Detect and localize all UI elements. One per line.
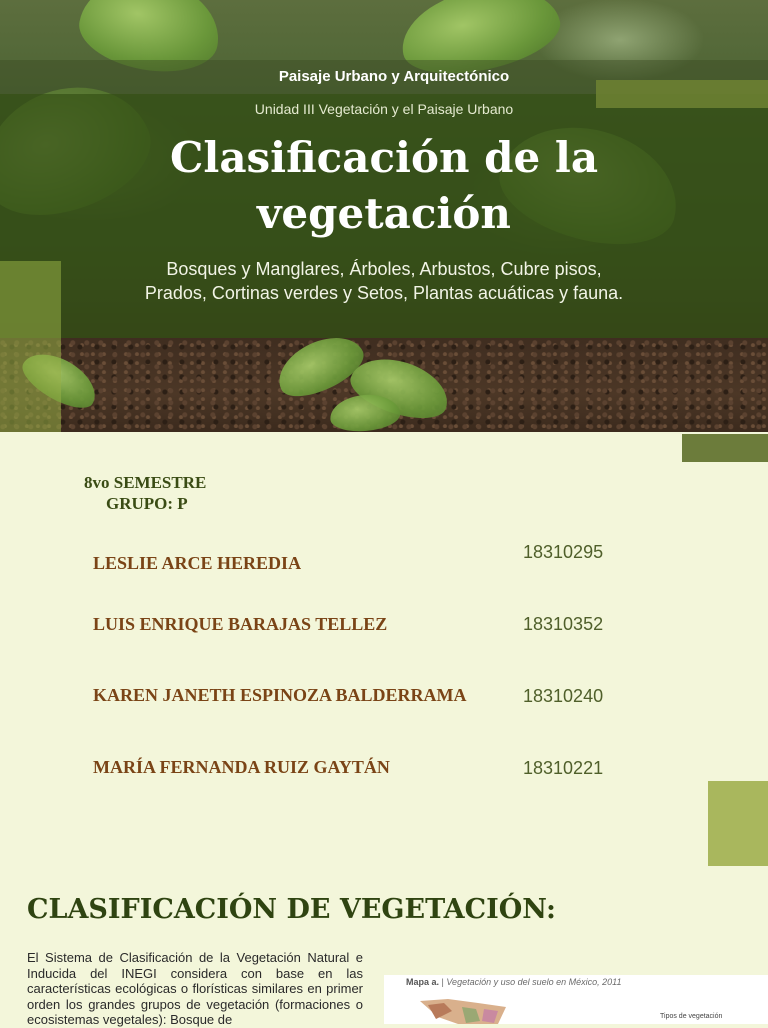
- student-name: MARÍA FERNANDA RUIZ GAYTÁN: [93, 757, 390, 777]
- group-label: GRUPO: P: [106, 494, 188, 513]
- map-legend-title: Tipos de vegetación: [660, 1013, 723, 1020]
- subtitle-line-1: Bosques y Manglares, Árboles, Arbustos, Cubre pisos,: [166, 259, 602, 279]
- mexico-map-image: [418, 997, 508, 1024]
- student-name: LUIS ENRIQUE BARAJAS TELLEZ: [93, 614, 388, 634]
- semester-label: 8vo SEMESTRE: [84, 473, 207, 492]
- section-title: CLASIFICACIÓN DE VEGETACIÓN:: [27, 894, 556, 925]
- map-caption-text: Vegetación y uso del suelo en México, 2011: [446, 977, 622, 987]
- subtitle: [0, 257, 768, 305]
- map-separator: |: [441, 977, 444, 987]
- student-name: KAREN JANETH ESPINOZA BALDERRAMA: [93, 685, 467, 705]
- map-caption: [406, 977, 622, 987]
- student-id: 18310221: [523, 758, 604, 778]
- page-title: [0, 130, 768, 242]
- title-line-2: vegetación: [257, 189, 511, 238]
- section-body: El Sistema de Clasificación de la Vegetación Natural e Inducida del INEGI considera con base en las características ecológicas o florísticas similares en primer orden los grandes grupos de vegetación (formaciones o ecosistemas vegetales): Bosque de: [27, 950, 363, 1027]
- map-label: Mapa a.: [406, 977, 440, 987]
- course-title: Paisaje Urbano y Arquitectónico: [278, 68, 510, 85]
- student-id: 18310240: [523, 686, 604, 706]
- student-id: 18310295: [523, 542, 604, 562]
- hero-banner: [0, 0, 768, 432]
- unit-label: Unidad III Vegetación y el Paisaje Urbano: [254, 101, 514, 117]
- student-name: LESLIE ARCE HEREDIA: [93, 553, 302, 573]
- accent-block: [708, 781, 768, 866]
- semester-info: [84, 472, 284, 514]
- student-id: 18310352: [523, 614, 604, 634]
- title-line-1: Clasificación de la: [169, 133, 599, 182]
- subtitle-line-2: Prados, Cortinas verdes y Setos, Plantas acuáticas y fauna.: [144, 283, 624, 303]
- accent-block: [682, 434, 768, 462]
- vegetation-map-figure: [384, 975, 768, 1024]
